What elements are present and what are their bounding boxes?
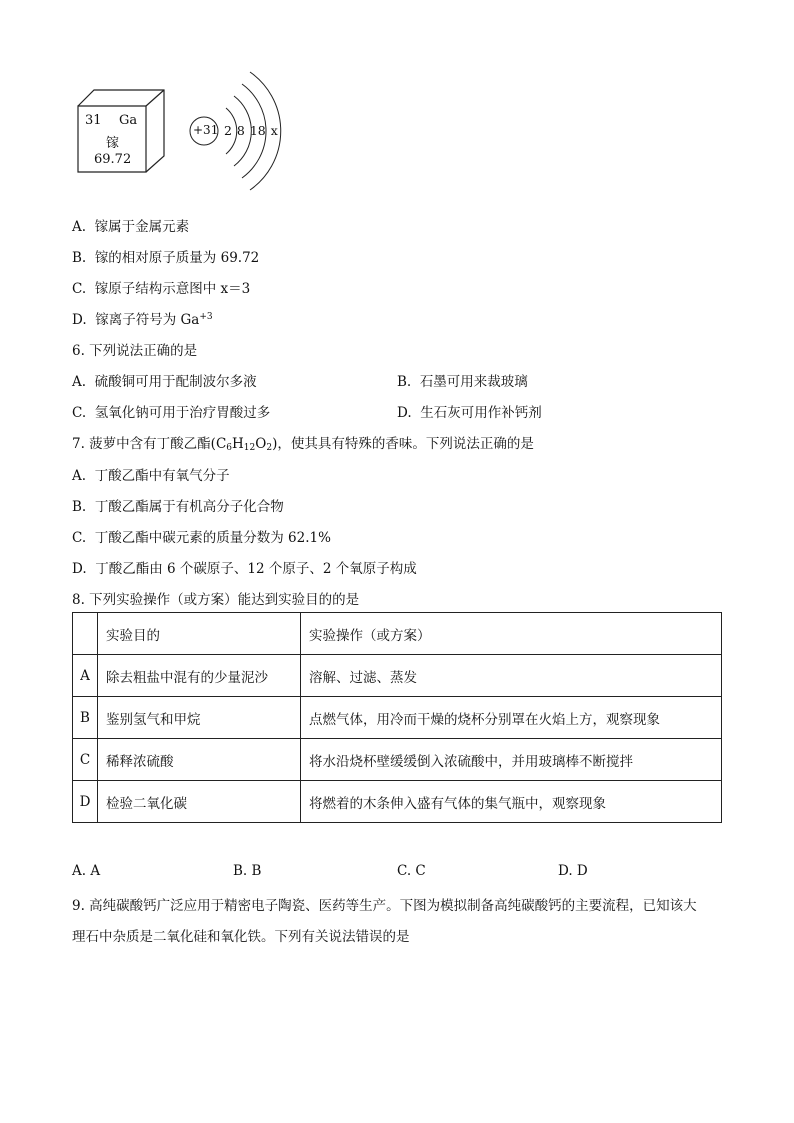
table-row — [73, 781, 722, 823]
q8-stem: 8. 下列实验操作（或方案）能达到实验目的的是 — [72, 592, 360, 608]
table-cell: 溶解、过滤、蒸发 — [301, 655, 722, 697]
table-row — [73, 739, 722, 781]
table-cell: 鉴别氢气和甲烷 — [98, 697, 301, 739]
table-row — [73, 655, 722, 697]
table-cell: 将水沿烧杯壁缓缓倒入浓硫酸中，并用玻璃棒不断搅拌 — [301, 739, 722, 781]
atomic-structure-diagram — [186, 66, 296, 196]
q8-answer-b: B. B — [233, 863, 262, 879]
q5-option-c: C. 镓原子结构示意图中 x＝3 — [72, 281, 251, 297]
shell-electrons: 2 8 18 x — [224, 123, 278, 138]
q8-answer-d: D. D — [558, 863, 588, 879]
atomic-mass: 69.72 — [94, 152, 132, 167]
q6-option-a: A. 硫酸铜可用于配制波尔多液 — [72, 374, 257, 390]
experiment-table — [72, 612, 722, 823]
table-cell: B — [73, 697, 98, 739]
q8-answer-c: C. C — [397, 863, 426, 879]
q7-option-a: A. 丁酸乙酯中有氧气分子 — [72, 468, 230, 484]
q9-stem-line2: 理石中杂质是二氧化硅和氧化铁。下列有关说法错误的是 — [72, 929, 410, 945]
q7-option-b: B. 丁酸乙酯属于有机高分子化合物 — [72, 499, 284, 515]
element-name: 镓 — [106, 136, 120, 151]
nucleus-charge: +31 — [193, 123, 219, 137]
q5-option-a: A. 镓属于金属元素 — [72, 219, 190, 235]
table-cell: 稀释浓硫酸 — [98, 739, 301, 781]
table-cell: 将燃着的木条伸入盛有气体的集气瓶中，观察现象 — [301, 781, 722, 823]
table-cell: 检验二氧化碳 — [98, 781, 301, 823]
element-cell-figure — [72, 86, 182, 182]
table-cell: A — [73, 655, 98, 697]
q9-stem-line1: 9. 高纯碳酸钙广泛应用于精密电子陶瓷、医药等生产。下图为模拟制备高纯碳酸钙的主要流程，已知该大 — [72, 898, 697, 914]
q8-answer-a: A. A — [72, 863, 101, 879]
table-cell: C — [73, 739, 98, 781]
q6-option-d: D. 生石灰可用作补钙剂 — [397, 405, 542, 421]
table-header-cell — [73, 613, 98, 655]
q7-option-d: D. 丁酸乙酯由 6 个碳原子、12 个原子、2 个氧原子构成 — [72, 561, 417, 577]
table-cell: D — [73, 781, 98, 823]
table-header-cell: 实验操作（或方案） — [301, 613, 722, 655]
atomic-number: 31 — [85, 113, 102, 128]
table-cell: 除去粗盐中混有的少量泥沙 — [98, 655, 301, 697]
element-symbol: Ga — [119, 113, 138, 128]
q6-option-c: C. 氢氧化钠可用于治疗胃酸过多 — [72, 405, 271, 421]
table-row — [73, 697, 722, 739]
element-cube-outline — [72, 86, 182, 182]
q6-option-b: B. 石墨可用来裁玻璃 — [397, 374, 528, 390]
q5-option-b: B. 镓的相对原子质量为 69.72 — [72, 250, 260, 266]
q7-stem: 7. 菠萝中含有丁酸乙酯$(C_6H_{12}O_2)$，使其具有特殊的香味。下列说法正确的是 — [72, 436, 534, 453]
table-header-cell: 实验目的 — [98, 613, 301, 655]
table-cell: 点燃气体，用冷而干燥的烧杯分别罩在火焰上方，观察现象 — [301, 697, 722, 739]
table-header-row — [73, 613, 722, 655]
q7-option-c: C. 丁酸乙酯中碳元素的质量分数为 62.1% — [72, 530, 331, 546]
q6-stem: 6. 下列说法正确的是 — [72, 343, 198, 359]
q5-option-d: D. 镓离子符号为 $Ga^{+3}$ — [72, 312, 213, 328]
